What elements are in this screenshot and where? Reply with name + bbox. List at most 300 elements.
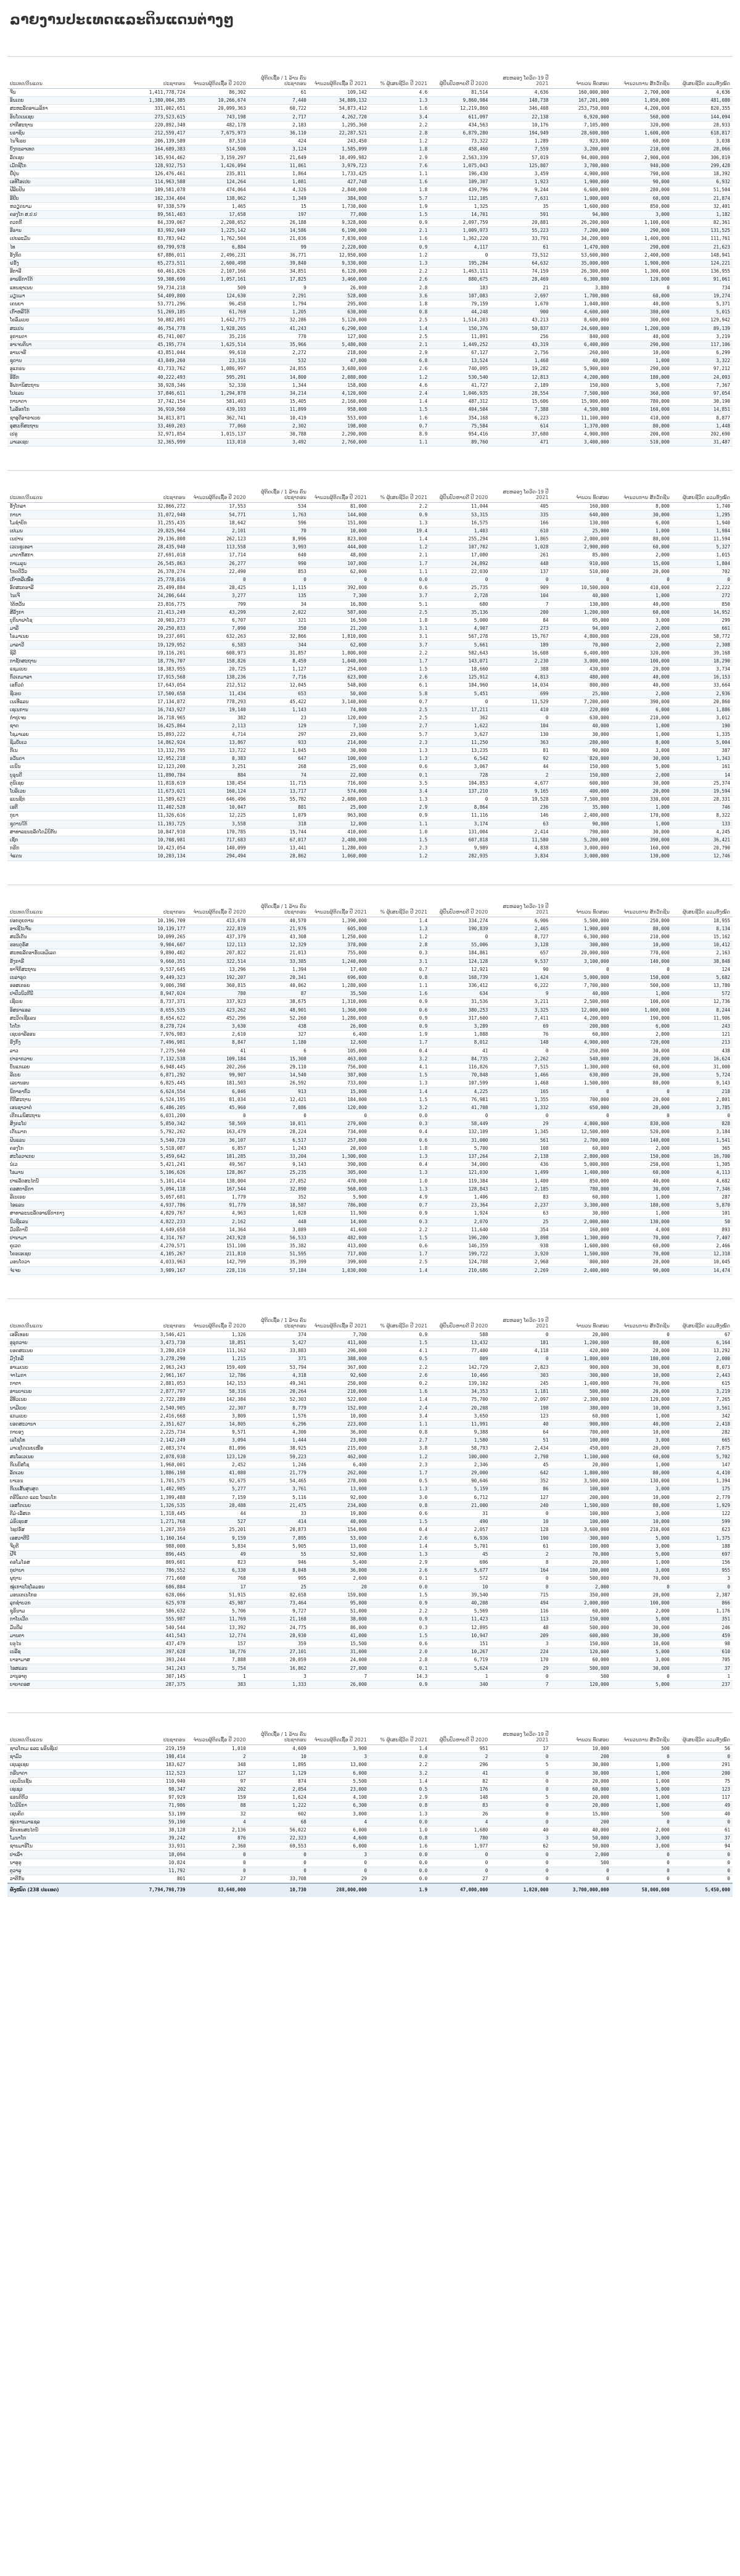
value-cell: 1,804 xyxy=(672,559,733,568)
country-name-cell: ບອດສະວານາ xyxy=(7,1420,127,1428)
country-name-cell: ໂອມານ xyxy=(7,1169,127,1177)
value-cell: 8,779 xyxy=(249,1404,309,1412)
table-row xyxy=(7,349,733,357)
table-row xyxy=(7,381,733,389)
value-cell: 5,200,000 xyxy=(551,836,611,844)
column-header[interactable]: ປະເທດ/ດິນແດນ xyxy=(7,57,127,89)
column-header[interactable]: ຈຳນວນຜູ້ຕິດເຊື້ອ ປີ 2020 xyxy=(187,471,248,503)
value-cell: 1.3 xyxy=(369,1169,430,1177)
country-name-cell: ນໍເວ xyxy=(7,1161,127,1169)
column-header[interactable]: ຈຳນວນ ທົດສອບ xyxy=(551,1713,611,1745)
value-cell: 1,326,535 xyxy=(127,1501,187,1509)
column-header[interactable]: ຈຳນວນການ ສັກວັກຊີນ xyxy=(612,57,672,89)
value-cell: 17,080 xyxy=(430,551,490,559)
value-cell: 1,576 xyxy=(249,1412,309,1420)
value-cell: 268 xyxy=(249,763,309,771)
value-cell: 605,000 xyxy=(309,925,369,933)
column-header[interactable]: ຈຳນວນຜູ້ຕິດເຊື້ອ ປີ 2020 xyxy=(187,1299,248,1331)
value-cell: 12,950,000 xyxy=(309,251,369,259)
value-cell: 81 xyxy=(490,746,551,754)
value-cell: 8,947,024 xyxy=(127,990,187,998)
value-cell: 2,418 xyxy=(672,1420,733,1428)
value-cell: 5,900 xyxy=(309,1193,369,1201)
value-cell: 10,776 xyxy=(187,1648,248,1656)
value-cell: 206,139,589 xyxy=(127,138,187,146)
value-cell: 705 xyxy=(672,1656,733,1664)
value-cell: 5,400 xyxy=(309,1559,369,1567)
value-cell: 110,940 xyxy=(127,1777,187,1785)
value-cell: 124,264 xyxy=(187,178,248,186)
value-cell: 150,000 xyxy=(612,973,672,981)
value-cell: 61 xyxy=(249,89,309,97)
value-cell: 63 xyxy=(490,820,551,828)
value-cell: 1,000 xyxy=(612,1769,672,1777)
country-name-cell: ອັຟການິສະຖານ xyxy=(7,381,127,389)
value-cell: 60,000 xyxy=(551,1144,611,1152)
value-cell: 5,754 xyxy=(187,1664,248,1672)
country-name-cell: ມໍຣິເຊຍສ xyxy=(7,1518,127,1526)
value-cell: 2,400,000 xyxy=(612,251,672,259)
value-cell: 55,223 xyxy=(490,227,551,235)
column-header[interactable]: % ຜູ້ເສຍຊີວິດ ປີ 2021 xyxy=(369,471,430,503)
table-row xyxy=(7,439,733,447)
value-cell: 210,000 xyxy=(612,1526,672,1534)
column-header[interactable]: ຜູ້ເສຍຊີວິດ ລວມທັງໝົດ xyxy=(672,57,733,89)
value-cell: 76 xyxy=(490,1031,551,1039)
value-cell: 138,004 xyxy=(187,1177,248,1185)
value-cell: 10,000 xyxy=(551,1745,611,1753)
value-cell: 1,394 xyxy=(672,1477,733,1485)
table-row xyxy=(7,1152,733,1160)
column-header[interactable]: ຈຳນວນ ທົດສອບ xyxy=(551,885,611,917)
value-cell: 1.1 xyxy=(369,982,430,990)
column-header[interactable]: % ຜູ້ເສຍຊີວິດ ປີ 2021 xyxy=(369,1713,430,1745)
value-cell: 5,724 xyxy=(672,1071,733,1080)
value-cell: 9,006,398 xyxy=(127,982,187,990)
value-cell: 321 xyxy=(249,616,309,624)
table-row xyxy=(7,543,733,551)
column-header[interactable]: ຜູ້ຕິດເຊື້ອ / 1 ລ້ານ ຄົນປະຊາກອນ xyxy=(249,1299,309,1331)
value-cell: 3,128 xyxy=(490,941,551,949)
table-row xyxy=(7,973,733,981)
column-header[interactable]: ຜູ້ຕິດເຊື້ອ / 1 ລ້ານ ຄົນປະຊາກອນ xyxy=(249,57,309,89)
value-cell: 448 xyxy=(249,1218,309,1226)
value-cell: 12,921 xyxy=(430,965,490,973)
column-header[interactable]: ຜູ້ຕິດເຊື້ອ / 1 ລ້ານ ຄົນປະຊາກອນ xyxy=(249,471,309,503)
value-cell: 3,700,000 xyxy=(551,162,611,170)
value-cell: 109,581,078 xyxy=(127,186,187,194)
value-cell: 70,000 xyxy=(612,1234,672,1242)
value-cell: 2,080,000 xyxy=(309,373,369,381)
value-cell: 595,291 xyxy=(187,373,248,381)
value-cell: 5,905 xyxy=(249,1542,309,1550)
value-cell: 413,000 xyxy=(309,1242,369,1250)
value-cell: 45,987 xyxy=(187,1599,248,1607)
value-cell: 4,813 xyxy=(490,674,551,682)
column-header[interactable]: ສະຫລອງ ໂຄວິດ-19 ປີ 2021 xyxy=(490,57,551,89)
table-row xyxy=(7,154,733,162)
value-cell: 1,362,220 xyxy=(430,235,490,243)
value-cell: 480,000 xyxy=(551,674,611,682)
column-header[interactable]: ຈຳນວນການ ສັກວັກຊີນ xyxy=(612,471,672,503)
value-cell: 58,569 xyxy=(187,1120,248,1128)
column-header[interactable]: ຈຳນວນຜູ້ຕິດເຊື້ອ ປີ 2020 xyxy=(187,1713,248,1745)
value-cell: 198 xyxy=(490,1404,551,1412)
value-cell: 1,280,000 xyxy=(309,982,369,990)
table-row xyxy=(7,1591,733,1599)
value-cell: 335 xyxy=(490,511,551,519)
value-cell: 150,376 xyxy=(430,324,490,332)
value-cell: 420,000 xyxy=(551,1347,611,1355)
value-cell: 39,168 xyxy=(672,649,733,657)
value-cell: 9,143 xyxy=(672,1080,733,1088)
value-cell: 61 xyxy=(490,243,551,251)
value-cell: 853 xyxy=(249,568,309,576)
value-cell: 1,406 xyxy=(430,1193,490,1201)
value-cell: 646,496 xyxy=(187,796,248,804)
value-cell: 30,788 xyxy=(249,430,309,438)
value-cell: 124,128 xyxy=(430,957,490,965)
country-name-cell: ຊາອຸດີອາຣາເບຍ xyxy=(7,414,127,422)
value-cell: 20,000 xyxy=(551,1461,611,1469)
value-cell: 120,000 xyxy=(612,1396,672,1404)
value-cell: 1,424 xyxy=(490,973,551,981)
column-header[interactable]: ສະຫລອງ ໂຄວິດ-19 ປີ 2021 xyxy=(490,1713,551,1745)
value-cell: 9,904,607 xyxy=(127,941,187,949)
value-cell: 10,139,177 xyxy=(127,925,187,933)
value-cell: 4,636 xyxy=(672,89,733,97)
column-header[interactable]: % ຜູ້ເສຍຊີວິດ ປີ 2021 xyxy=(369,885,430,917)
value-cell: 350,000 xyxy=(551,1591,611,1599)
country-name-cell: ກາບອງ xyxy=(7,1429,127,1437)
value-cell: 322,514 xyxy=(187,957,248,965)
column-header[interactable]: ຈຳນວນຜູ້ຕິດເຊື້ອ ປີ 2021 xyxy=(309,1299,369,1331)
column-header[interactable]: % ຜູ້ເສຍຊີວິດ ປີ 2021 xyxy=(369,57,430,89)
value-cell: 61 xyxy=(672,1826,733,1834)
value-cell: 2,070 xyxy=(430,1218,490,1226)
value-cell: 183,627 xyxy=(127,1761,187,1769)
value-cell: 2,107,166 xyxy=(187,268,248,276)
table-row xyxy=(7,1826,733,1834)
value-cell: 90,000 xyxy=(612,1266,672,1274)
column-header[interactable]: ສະຫລອງ ໂຄວິດ-19 ປີ 2021 xyxy=(490,885,551,917)
value-cell: 1.1 xyxy=(369,1420,430,1428)
value-cell: 5,000 xyxy=(612,1785,672,1793)
value-cell: 20,000 xyxy=(551,1331,611,1339)
country-name-cell: ປາກີສະຖານ xyxy=(7,121,127,129)
column-header[interactable]: ຈຳນວນ ທົດສອບ xyxy=(551,1299,611,1331)
table-row xyxy=(7,186,733,194)
value-cell: 1,800,000 xyxy=(551,1469,611,1477)
value-cell: 743,198 xyxy=(187,113,248,121)
column-header[interactable]: ຈຳນວນການ ສັກວັກຊີນ xyxy=(612,1713,672,1745)
value-cell: 1,028 xyxy=(490,543,551,551)
value-cell: 17,553 xyxy=(187,503,248,511)
value-cell: 67,886,011 xyxy=(127,251,187,259)
value-cell: 290,000 xyxy=(612,365,672,373)
table-row xyxy=(7,1234,733,1242)
column-header[interactable]: ປະເທດ/ດິນແດນ xyxy=(7,471,127,503)
value-cell: 48,901 xyxy=(249,1006,309,1014)
value-cell: 84,339,067 xyxy=(127,219,187,227)
table-row xyxy=(7,1242,733,1250)
column-header[interactable]: ຈຳນວນຜູ້ຕິດເຊື້ອ ປີ 2021 xyxy=(309,885,369,917)
table-row xyxy=(7,608,733,616)
value-cell: 0.8 xyxy=(369,308,430,316)
value-cell: 22,490 xyxy=(187,568,248,576)
total-row xyxy=(7,1883,733,1897)
value-cell: 3 xyxy=(309,1851,369,1859)
value-cell: 4,600 xyxy=(309,1835,369,1843)
value-cell: 41 xyxy=(187,1047,248,1055)
value-cell: 7,346 xyxy=(672,1185,733,1193)
column-header[interactable]: ຈຳນວນຜູ້ຕິດເຊື້ອ ປີ 2021 xyxy=(309,471,369,503)
value-cell: 150,000 xyxy=(612,1152,672,1160)
value-cell: 35,399 xyxy=(249,1258,309,1266)
value-cell: 318 xyxy=(249,820,309,828)
value-cell: 190,000 xyxy=(612,1014,672,1022)
value-cell: 90,646 xyxy=(430,1477,490,1485)
value-cell: 35,500 xyxy=(309,990,369,998)
value-cell: 32,890 xyxy=(249,1185,309,1193)
value-cell: 140,000 xyxy=(612,957,672,965)
value-cell: 291 xyxy=(672,1761,733,1769)
value-cell: 1.2 xyxy=(369,373,430,381)
value-cell: 1,225,142 xyxy=(187,227,248,235)
country-name-cell: ຊາດ xyxy=(7,722,127,730)
value-cell: 2,877,797 xyxy=(127,1388,187,1396)
value-cell: 1.6 xyxy=(369,990,430,998)
country-name-cell: ນາອູຣູ xyxy=(7,1859,127,1867)
value-cell: 15,162 xyxy=(672,933,733,941)
value-cell: 83 xyxy=(490,1193,551,1201)
column-header[interactable]: ຜູ້ປິ່ນປົວຫາຍດີ ປີ 2020 xyxy=(430,1299,490,1331)
value-cell: 17,643,054 xyxy=(127,682,187,690)
table-row xyxy=(7,1599,733,1607)
value-cell: 14,474 xyxy=(672,1266,733,1274)
column-header[interactable]: ປະຊາກອນ xyxy=(127,57,187,89)
value-cell: 26 xyxy=(430,1810,490,1818)
value-cell: 20,000 xyxy=(612,1388,672,1396)
value-cell: 21 xyxy=(490,284,551,292)
value-cell: 21,036 xyxy=(249,235,309,243)
value-cell: 160,000 xyxy=(612,844,672,852)
value-cell: 5,834 xyxy=(187,1542,248,1550)
column-header[interactable]: ຜູ້ປິ່ນປົວຫາຍດີ ປີ 2020 xyxy=(430,57,490,89)
value-cell: 181,285 xyxy=(187,1152,248,1160)
table-row xyxy=(7,519,733,527)
value-cell: 717,000 xyxy=(309,1250,369,1258)
country-name-cell: ສະເປນ xyxy=(7,324,127,332)
value-cell: 405 xyxy=(490,503,551,511)
column-header[interactable]: ຜູ້ປິ່ນປົວຫາຍດີ ປີ 2020 xyxy=(430,1713,490,1745)
column-header[interactable]: ຈຳນວນຜູ້ຕິດເຊື້ອ ປີ 2020 xyxy=(187,885,248,917)
column-header[interactable]: ຈຳນວນຜູ້ຕິດເຊື້ອ ປີ 2021 xyxy=(309,57,369,89)
table-row xyxy=(7,535,733,543)
column-header[interactable]: ຜູ້ຕິດເຊື້ອ / 1 ລ້ານ ຄົນປະຊາກອນ xyxy=(249,1713,309,1745)
value-cell: 5,540,720 xyxy=(127,1136,187,1144)
column-header[interactable]: ຜູ້ເສຍຊີວິດ ລວມທັງໝົດ xyxy=(672,1713,733,1745)
value-cell: 13,441 xyxy=(249,844,309,852)
column-header[interactable]: ປະຊາກອນ xyxy=(127,885,187,917)
table-row xyxy=(7,284,733,292)
value-cell: 2,540,905 xyxy=(127,1404,187,1412)
value-cell: 2,801 xyxy=(672,1096,733,1104)
column-header[interactable]: ຜູ້ເສຍຊີວິດ ລວມທັງໝົດ xyxy=(672,885,733,917)
value-cell: 14,805 xyxy=(187,1420,248,1428)
column-header[interactable]: ປະຊາກອນ xyxy=(127,471,187,503)
table-row xyxy=(7,990,733,998)
value-cell: 346,408 xyxy=(490,105,551,113)
value-cell: 770 xyxy=(249,332,309,341)
table-row xyxy=(7,1583,733,1591)
value-cell: 2.2 xyxy=(369,649,430,657)
value-cell: 11,991 xyxy=(430,1420,490,1428)
value-cell: 300,000 xyxy=(551,941,611,949)
value-cell: 444,000 xyxy=(309,543,369,551)
value-cell: 143,071 xyxy=(430,657,490,665)
country-name-cell: ເວເນຊູເອລາ xyxy=(7,543,127,551)
value-cell: 0 xyxy=(672,1112,733,1120)
column-header[interactable]: ຜູ້ເສຍຊີວິດ ລວມທັງໝົດ xyxy=(672,1299,733,1331)
column-header[interactable]: ຈຳນວນ ທົດສອບ xyxy=(551,57,611,89)
value-cell: 59,190 xyxy=(127,1818,187,1826)
value-cell: 194,949 xyxy=(490,129,551,137)
value-cell: 1,335 xyxy=(672,730,733,738)
value-cell: 1.4 xyxy=(369,398,430,406)
column-header[interactable]: ປະເທດ/ດິນແດນ xyxy=(7,1299,127,1331)
value-cell: 1.3 xyxy=(369,1810,430,1818)
value-cell: 25,735 xyxy=(430,584,490,592)
value-cell: 1.4 xyxy=(369,1088,430,1096)
value-cell: 1.3 xyxy=(369,1485,430,1493)
value-cell: 10,000 xyxy=(612,941,672,949)
value-cell: 11,423 xyxy=(430,1616,490,1624)
value-cell: 0 xyxy=(430,1867,490,1875)
value-cell: 107,702 xyxy=(430,543,490,551)
country-name-cell: ລີເບຍ xyxy=(7,1071,127,1080)
value-cell: 22,287,521 xyxy=(309,129,369,137)
value-cell: 362 xyxy=(430,714,490,722)
column-header[interactable]: ຜູ້ປິ່ນປົວຫາຍດີ ປີ 2020 xyxy=(430,471,490,503)
value-cell: 39,840 xyxy=(249,259,309,267)
value-cell: 5,000 xyxy=(612,1616,672,1624)
value-cell: 104,853 xyxy=(430,779,490,787)
value-cell: 220,000 xyxy=(612,633,672,641)
value-cell: 34,813,871 xyxy=(127,414,187,422)
value-cell: 2.6 xyxy=(369,1567,430,1575)
value-cell: 210,000 xyxy=(612,933,672,941)
value-cell: 5,000 xyxy=(612,381,672,389)
value-cell: 10,196,709 xyxy=(127,917,187,925)
value-cell: 3,000 xyxy=(612,746,672,754)
value-cell: 1,394 xyxy=(249,965,309,973)
value-cell: 0 xyxy=(490,1785,551,1793)
value-cell: 19.4 xyxy=(369,527,430,535)
value-cell: 17,211 xyxy=(430,706,490,714)
value-cell: 10,499,982 xyxy=(309,154,369,162)
value-cell: 3,184 xyxy=(672,1128,733,1136)
column-header[interactable]: ຈຳນວນການ ສັກວັກຊີນ xyxy=(612,885,672,917)
value-cell: 26,000 xyxy=(309,1680,369,1688)
value-cell: 80,000 xyxy=(612,535,672,543)
value-cell: 6 xyxy=(249,1047,309,1055)
table-row xyxy=(7,1104,733,1112)
value-cell: 0 xyxy=(612,1851,672,1859)
value-cell: 9,165 xyxy=(490,787,551,795)
value-cell: 0 xyxy=(672,1818,733,1826)
value-cell: 1,000 xyxy=(612,730,672,738)
value-cell: 438 xyxy=(249,1022,309,1030)
table-row xyxy=(7,389,733,397)
value-cell: 1,127 xyxy=(249,666,309,674)
value-cell: 430,000 xyxy=(551,666,611,674)
value-cell: 5,000,000 xyxy=(551,973,611,981)
value-cell: 70,000 xyxy=(551,641,611,649)
column-header[interactable]: ຜູ້ຕິດເຊື້ອ / 1 ລ້ານ ຄົນປະຊາກອນ xyxy=(249,885,309,917)
value-cell: 0 xyxy=(490,1672,551,1680)
value-cell: 2,000 xyxy=(612,1608,672,1616)
value-cell: 21,413,249 xyxy=(127,608,187,616)
column-header[interactable]: ສະຫລອງ ໂຄວິດ-19 ປີ 2021 xyxy=(490,1299,551,1331)
value-cell: 296 xyxy=(430,1761,490,1769)
value-cell: 17,134,872 xyxy=(127,698,187,706)
column-header[interactable]: ຈຳນວນຜູ້ຕິດເຊື້ອ ປີ 2020 xyxy=(187,57,248,89)
column-header[interactable]: ຈຳນວນຜູ້ຕິດເຊື້ອ ປີ 2021 xyxy=(309,1713,369,1745)
column-header[interactable]: ປະຊາກອນ xyxy=(127,1713,187,1745)
value-cell: 1.5 xyxy=(369,836,430,844)
column-header[interactable]: ປະເທດ/ດິນແດນ xyxy=(7,1713,127,1745)
value-cell: 1,143 xyxy=(249,706,309,714)
value-cell: 11,044 xyxy=(430,503,490,511)
column-header[interactable]: ຜູ້ປິ່ນປົວຫາຍດີ ປີ 2020 xyxy=(430,885,490,917)
value-cell: 700,000 xyxy=(551,1429,611,1437)
value-cell: 60,461,826 xyxy=(127,268,187,276)
value-cell: 0.0 xyxy=(369,576,430,584)
value-cell: 200 xyxy=(672,1769,733,1777)
value-cell: 11,792 xyxy=(127,1867,187,1875)
column-header[interactable]: ຈຳນວນການ ສັກວັກຊີນ xyxy=(612,1299,672,1331)
table-row xyxy=(7,227,733,235)
value-cell: 77,000 xyxy=(309,210,369,218)
value-cell: 5,900,000 xyxy=(551,365,611,373)
value-cell: 0.9 xyxy=(369,243,430,251)
value-cell: 30,000 xyxy=(551,730,611,738)
country-name-cell: ປາເລົາ xyxy=(7,1851,127,1859)
value-cell: 13,000 xyxy=(309,1542,369,1550)
value-cell: 2.2 xyxy=(369,1608,430,1616)
value-cell: 202,266 xyxy=(187,1063,248,1071)
column-header[interactable]: ປະຊາກອນ xyxy=(127,1299,187,1331)
country-name-cell: ໂປແລນ xyxy=(7,389,127,397)
value-cell: 303 xyxy=(490,1371,551,1379)
value-cell: 222,819 xyxy=(187,925,248,933)
column-header[interactable]: ປະເທດ/ດິນແດນ xyxy=(7,885,127,917)
column-header[interactable]: ຈຳນວນ ທົດສອບ xyxy=(551,471,611,503)
column-header[interactable]: % ຜູ້ເສຍຊີວິດ ປີ 2021 xyxy=(369,1299,430,1331)
value-cell: 12,045 xyxy=(249,682,309,690)
value-cell: 83 xyxy=(430,1802,490,1810)
value-cell: 40,000 xyxy=(612,300,672,308)
column-header[interactable]: ຜູ້ເສຍຊີວິດ ລວມທັງໝົດ xyxy=(672,471,733,503)
value-cell: 933 xyxy=(249,738,309,746)
column-header[interactable]: ສະຫລອງ ໂຄວິດ-19 ປີ 2021 xyxy=(490,471,551,503)
country-name-cell: ຄູເວດ xyxy=(7,1242,127,1250)
value-cell: 588 xyxy=(430,1331,490,1339)
value-cell: 0 xyxy=(612,1331,672,1339)
value-cell: 0.1 xyxy=(369,1664,430,1672)
value-cell: 20,341 xyxy=(249,973,309,981)
